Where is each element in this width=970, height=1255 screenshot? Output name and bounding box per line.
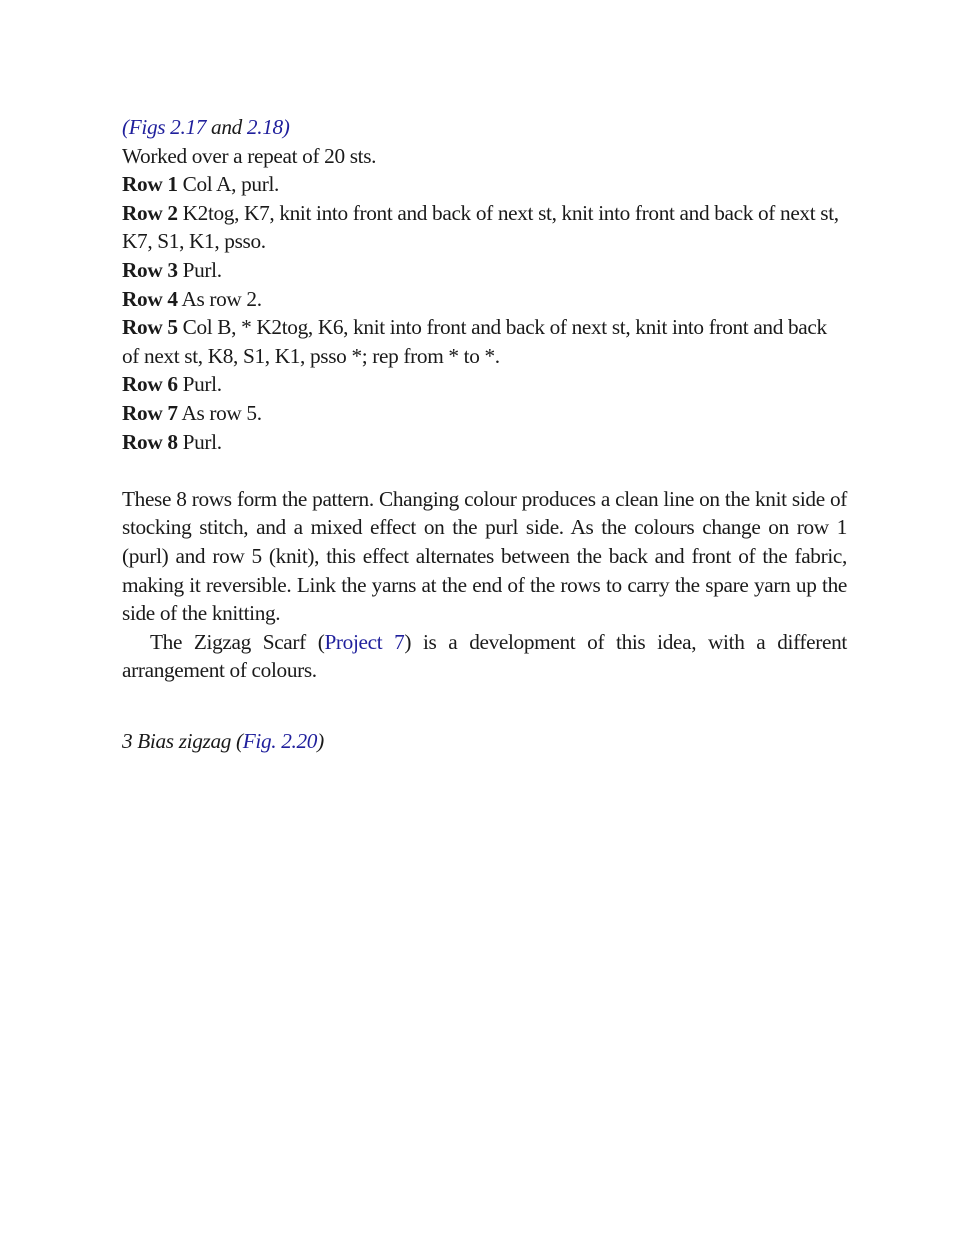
row-instruction bbox=[122, 170, 847, 199]
section-heading bbox=[122, 727, 847, 756]
row-instruction bbox=[122, 256, 847, 285]
document-page bbox=[122, 113, 847, 755]
row-label: Row 4 bbox=[122, 286, 178, 311]
row-label: Row 2 bbox=[122, 200, 178, 225]
row-text: Col B, * K2tog, K6, knit into front and back of next st, knit into front and back of next st, K8, S1, K1, psso *; rep from * to *. bbox=[122, 315, 827, 368]
row-text: Purl. bbox=[177, 372, 222, 397]
row-instruction bbox=[122, 313, 847, 370]
row-instruction bbox=[122, 399, 847, 428]
heading-fig-link[interactable]: Fig. 2.20 bbox=[242, 728, 318, 753]
paragraph-after: ) is a development of this idea, with a different arrangement of colours. bbox=[122, 629, 847, 683]
figs-link[interactable]: Figs 2.17 bbox=[128, 115, 207, 139]
row-text: As row 5. bbox=[177, 400, 262, 425]
body-paragraph: These 8 rows form the pattern. Changing colour produces a clean line on the knit side of stocking stitch, and a mixed effect on the purl side. As the colours change on row 1 (purl) and row 5 (knit), this effect alternates between the back and front of the fabric, making it reversible. Link the yarns at the end of the rows to carry the spare yarn up the side of the knitting. bbox=[122, 486, 847, 626]
row-label: Row 3 bbox=[122, 257, 178, 282]
row-label: Row 1 bbox=[122, 172, 178, 197]
heading-text: 3 Bias zigzag ( bbox=[122, 728, 243, 753]
row-text: Purl. bbox=[177, 257, 222, 282]
spacer bbox=[122, 685, 847, 727]
row-label: Row 5 bbox=[122, 315, 178, 340]
row-text: K2tog, K7, knit into front and back of next st, knit into front and back of next st, K7, S1, K1, psso. bbox=[122, 200, 839, 254]
body-paragraph-project bbox=[122, 628, 847, 685]
caption-close: ) bbox=[282, 115, 290, 139]
row-text: Col A, purl. bbox=[177, 172, 279, 197]
intro-text: Worked over a repeat of 20 sts. bbox=[122, 143, 377, 168]
paragraph-before: The Zigzag Scarf ( bbox=[150, 629, 325, 654]
figure-caption bbox=[122, 113, 847, 142]
row-label: Row 7 bbox=[122, 400, 178, 425]
row-instruction bbox=[122, 199, 847, 256]
row-label: Row 8 bbox=[122, 429, 178, 454]
caption-and: and bbox=[206, 115, 247, 139]
fig-link[interactable]: 2.18 bbox=[246, 115, 283, 139]
row-text: Purl. bbox=[177, 429, 222, 454]
row-instruction bbox=[122, 285, 847, 314]
row-instruction bbox=[122, 428, 847, 457]
spacer bbox=[122, 456, 847, 485]
row-label: Row 6 bbox=[122, 372, 178, 397]
row-instruction bbox=[122, 370, 847, 399]
caption-open: ( bbox=[122, 115, 129, 139]
heading-close: ) bbox=[317, 728, 324, 753]
project-link[interactable]: Project 7 bbox=[324, 629, 405, 654]
row-text: As row 2. bbox=[177, 286, 262, 311]
